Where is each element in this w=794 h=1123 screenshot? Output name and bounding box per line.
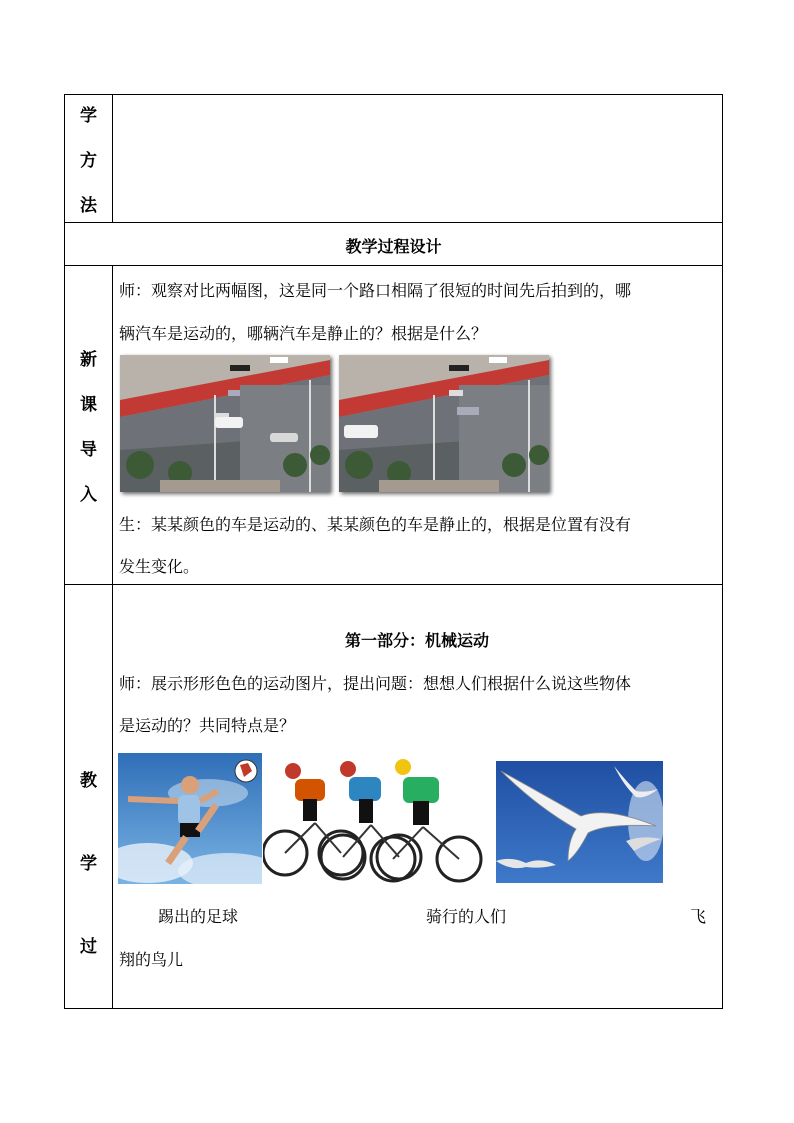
intro-teacher-line-1: 师：观察对比两幅图，这是同一个路口相隔了很短的时间先后拍到的，哪: [119, 281, 632, 300]
method-label: [65, 95, 112, 222]
intro-student-line-1: 生：某某颜色的车是运动的、某某颜色的车是静止的，根据是位置有没有: [119, 515, 632, 534]
column-divider: [112, 95, 113, 222]
label-char: 导: [80, 439, 97, 460]
intro-teacher-line-2: 辆汽车是运动的，哪辆汽车是静止的？根据是什么？: [119, 324, 488, 343]
label-char: 新: [80, 349, 97, 370]
caption-football: 踢出的足球: [158, 907, 239, 926]
part1-title: 第一部分：机械运动: [344, 631, 489, 650]
part1-line-2: 是运动的？共同特点是？: [119, 716, 296, 735]
process-design-heading: 教学过程设计: [345, 237, 442, 256]
intro-label: [65, 265, 112, 584]
caption-birds-start: 飞: [690, 907, 707, 926]
label-char: 入: [80, 484, 97, 505]
intersection-photo-before: [120, 355, 330, 492]
label-char: 法: [80, 196, 97, 216]
row-divider: [65, 265, 722, 266]
caption-cyclists: 骑行的人们: [426, 907, 507, 926]
cyclists-photo: [263, 753, 495, 884]
part1-line-1: 师：展示形形色色的运动图片，提出问题：想想人们根据什么说这些物体: [119, 674, 632, 693]
intro-student-line-2: 发生变化。: [119, 557, 200, 576]
football-photo: [118, 753, 262, 884]
label-char: 方: [80, 151, 97, 171]
lesson-plan-table: [64, 94, 723, 1009]
row-divider: [65, 584, 722, 585]
label-char: 教: [80, 771, 97, 791]
label-char: 过: [80, 937, 97, 957]
caption-birds-end: 翔的鸟儿: [119, 950, 184, 969]
birds-photo: [496, 761, 663, 883]
intersection-photo-after: [339, 355, 549, 492]
row-divider: [65, 222, 722, 223]
label-char: 学: [80, 854, 97, 874]
label-char: 学: [80, 106, 97, 126]
process-label: [65, 584, 112, 1009]
label-char: 课: [80, 394, 97, 415]
